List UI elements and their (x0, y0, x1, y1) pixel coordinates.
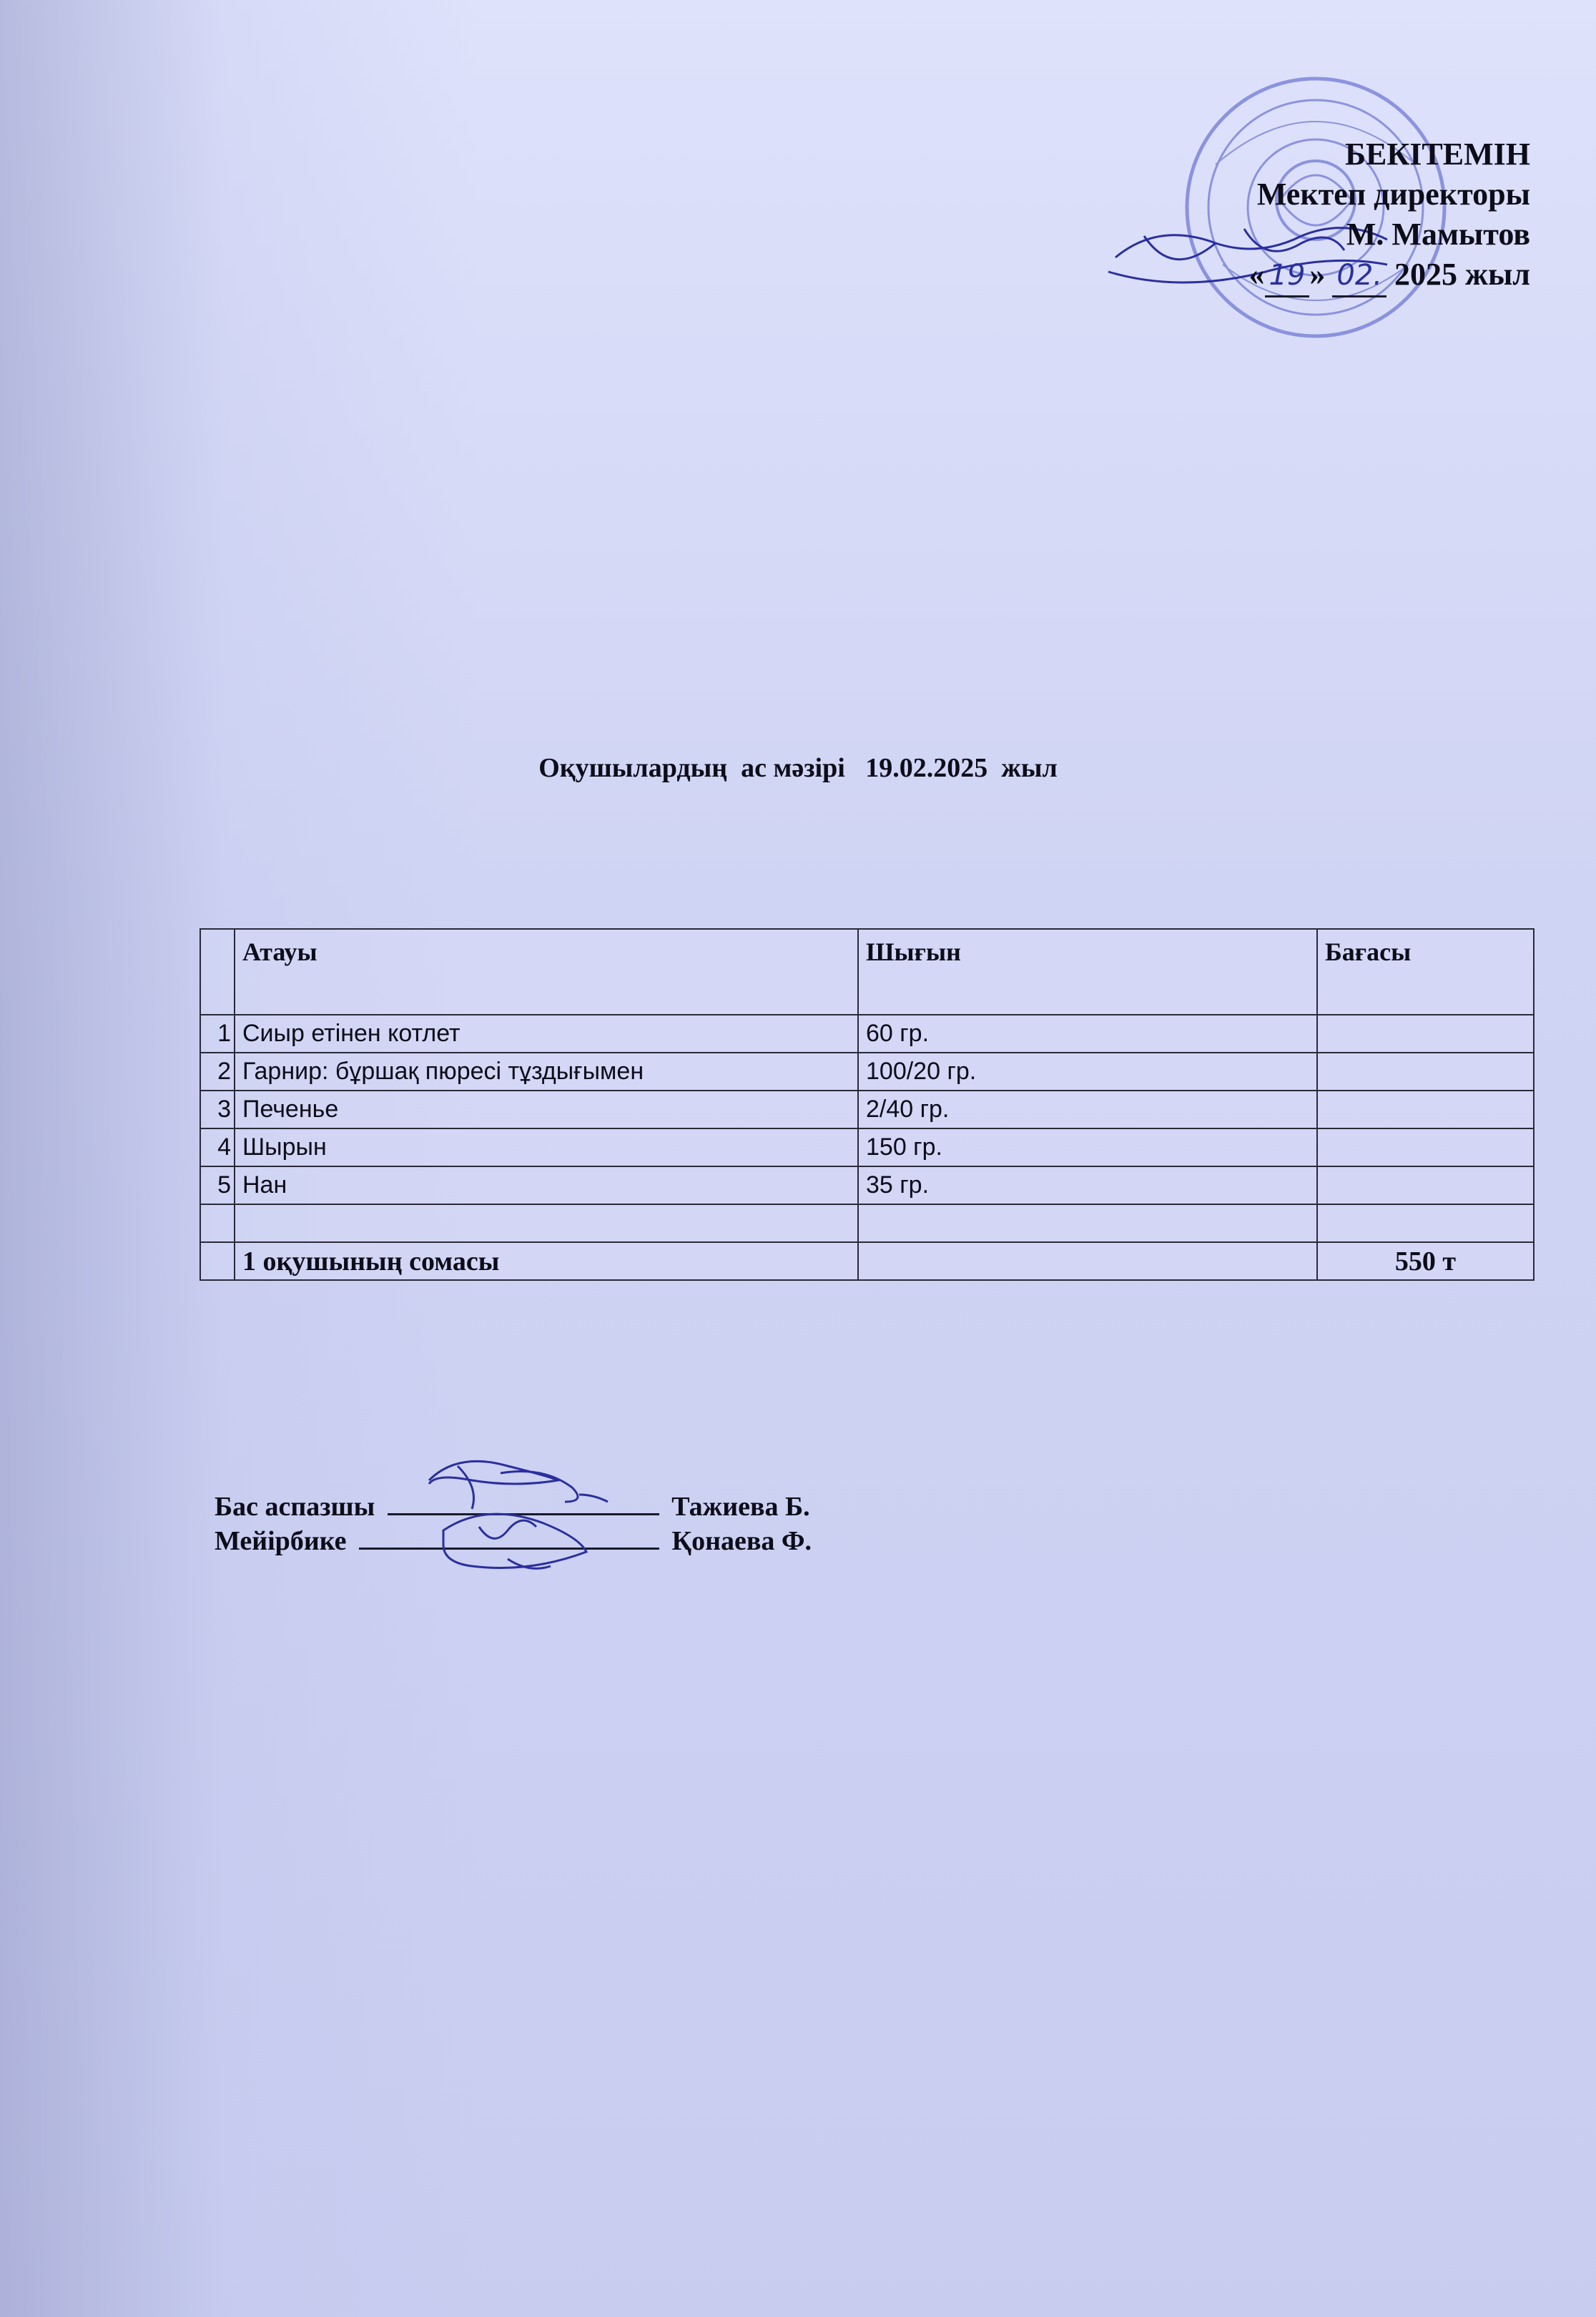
row-name: Печенье (235, 1091, 858, 1128)
row-price (1317, 1053, 1534, 1091)
chef-title: Бас аспазшы (215, 1492, 375, 1522)
menu-table (200, 928, 1535, 1281)
chef-name: Тажиева Б. (671, 1492, 810, 1522)
row-amount: 2/40 гр. (858, 1091, 1317, 1128)
row-price (1317, 1128, 1534, 1166)
row-price (1317, 1091, 1534, 1128)
row-number: 5 (200, 1166, 235, 1204)
approval-name: М. Мамытов (1346, 217, 1530, 252)
approval-heading: БЕКІТЕМІН (1344, 137, 1530, 172)
row-number (200, 1204, 235, 1242)
table-row (200, 1053, 1534, 1091)
date-close-quote: » (1309, 257, 1326, 292)
date-month: 02. (1336, 259, 1383, 292)
total-number (200, 1242, 235, 1280)
total-amount (858, 1242, 1317, 1280)
row-name: Шырын (235, 1128, 858, 1166)
row-amount: 60 гр. (858, 1015, 1317, 1053)
row-price (1317, 1204, 1534, 1242)
row-name: Гарнир: бұршақ пюресі тұздығымен (235, 1053, 858, 1091)
date-open-quote: « (1248, 257, 1265, 292)
row-number: 3 (200, 1091, 235, 1128)
header-number (200, 929, 235, 1015)
total-row (200, 1242, 1534, 1280)
total-price: 550 т (1317, 1242, 1534, 1280)
row-price (1317, 1015, 1534, 1053)
row-price (1317, 1166, 1534, 1204)
table-row (200, 1204, 1534, 1242)
row-amount: 150 гр. (858, 1128, 1317, 1166)
row-amount (858, 1204, 1317, 1242)
row-number: 2 (200, 1053, 235, 1091)
header-name: Атауы (235, 929, 858, 1015)
table-row (200, 1091, 1534, 1128)
date-day: 19 (1269, 259, 1306, 292)
approval-date (958, 255, 1530, 297)
handwritten-signatures (415, 1452, 629, 1580)
menu-title: Оқушылардың ас мәзірі 19.02.2025 жыл (538, 753, 1058, 783)
row-name (235, 1204, 858, 1242)
nurse-name: Қонаева Ф. (671, 1526, 812, 1556)
row-number: 1 (200, 1015, 235, 1053)
row-amount: 35 гр. (858, 1166, 1317, 1204)
date-year: 2025 жыл (1394, 257, 1530, 292)
total-label: 1 оқушының сомасы (235, 1242, 858, 1280)
row-name: Нан (235, 1166, 858, 1204)
table-header-row (200, 929, 1534, 1015)
approval-block (958, 134, 1530, 297)
approval-position: Мектеп директоры (1256, 177, 1530, 212)
table-row (200, 1128, 1534, 1166)
row-name: Сиыр етінен котлет (235, 1015, 858, 1053)
header-price: Бағасы (1317, 929, 1534, 1015)
table-row (200, 1166, 1534, 1204)
header-amount: Шығын (858, 929, 1317, 1015)
row-amount: 100/20 гр. (858, 1053, 1317, 1091)
table-row (200, 1015, 1534, 1053)
row-number: 4 (200, 1128, 235, 1166)
nurse-title: Мейірбике (215, 1526, 347, 1556)
